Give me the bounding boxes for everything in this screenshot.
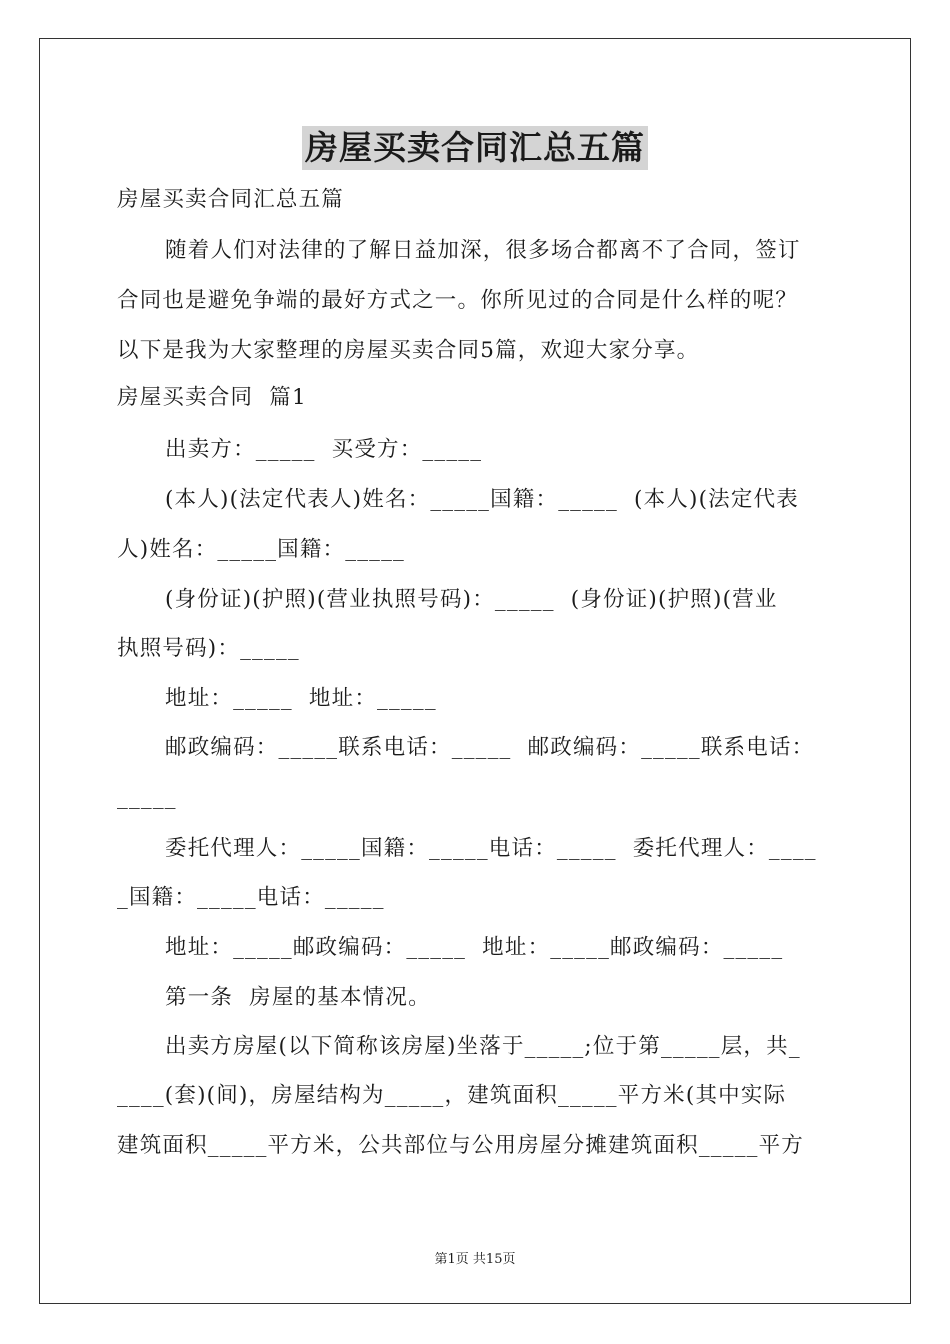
body-line: ____(套)(间)，房屋结构为_____，建筑面积_____平方米(其中实际 [117, 1083, 787, 1108]
body-line: 地址：_____邮政编码：_____ 地址：_____邮政编码：_____ [165, 935, 784, 960]
body-line: 执照号码)：_____ [117, 636, 300, 661]
intro-line-3: 以下是我为大家整理的房屋买卖合同5篇，欢迎大家分享。 [117, 338, 700, 363]
page-footer: 第1页 共15页 [434, 1252, 516, 1267]
body-line: 出卖方：_____ 买受方：_____ [165, 437, 483, 462]
article-heading: 第一条 房屋的基本情况。 [165, 985, 431, 1010]
body-line: 邮政编码：_____联系电话：_____ 邮政编码：_____联系电话： [165, 735, 815, 760]
body-line: (本人)(法定代表人)姓名：_____国籍：_____ (本人)(法定代表 [165, 487, 799, 512]
document-title: 房屋买卖合同汇总五篇 [302, 126, 648, 170]
body-line: 人)姓名：_____国籍：_____ [117, 537, 405, 562]
intro-line-2: 合同也是避免争端的最好方式之一。你所见过的合同是什么样的呢？ [117, 288, 799, 313]
body-line: _国籍：_____电话：_____ [117, 885, 385, 910]
body-line: 委托代理人：_____国籍：_____电话：_____ 委托代理人：____ [165, 836, 817, 861]
body-line: 建筑面积_____平方米，公共部位与公用房屋分摊建筑面积_____平方 [117, 1133, 805, 1158]
body-line: (身份证)(护照)(营业执照号码)：_____ (身份证)(护照)(营业 [165, 587, 778, 612]
section-heading: 房屋买卖合同 篇1 [117, 385, 307, 410]
body-line: 出卖方房屋(以下简称该房屋)坐落于_____;位于第_____层，共_ [165, 1034, 801, 1059]
title-container [0, 126, 950, 170]
body-line: _____ [117, 785, 177, 810]
intro-line-1: 随着人们对法律的了解日益加深，很多场合都离不了合同，签订 [165, 238, 801, 263]
page-border [39, 38, 911, 1304]
body-line: 地址：_____ 地址：_____ [165, 686, 437, 711]
document-subtitle: 房屋买卖合同汇总五篇 [117, 187, 345, 212]
